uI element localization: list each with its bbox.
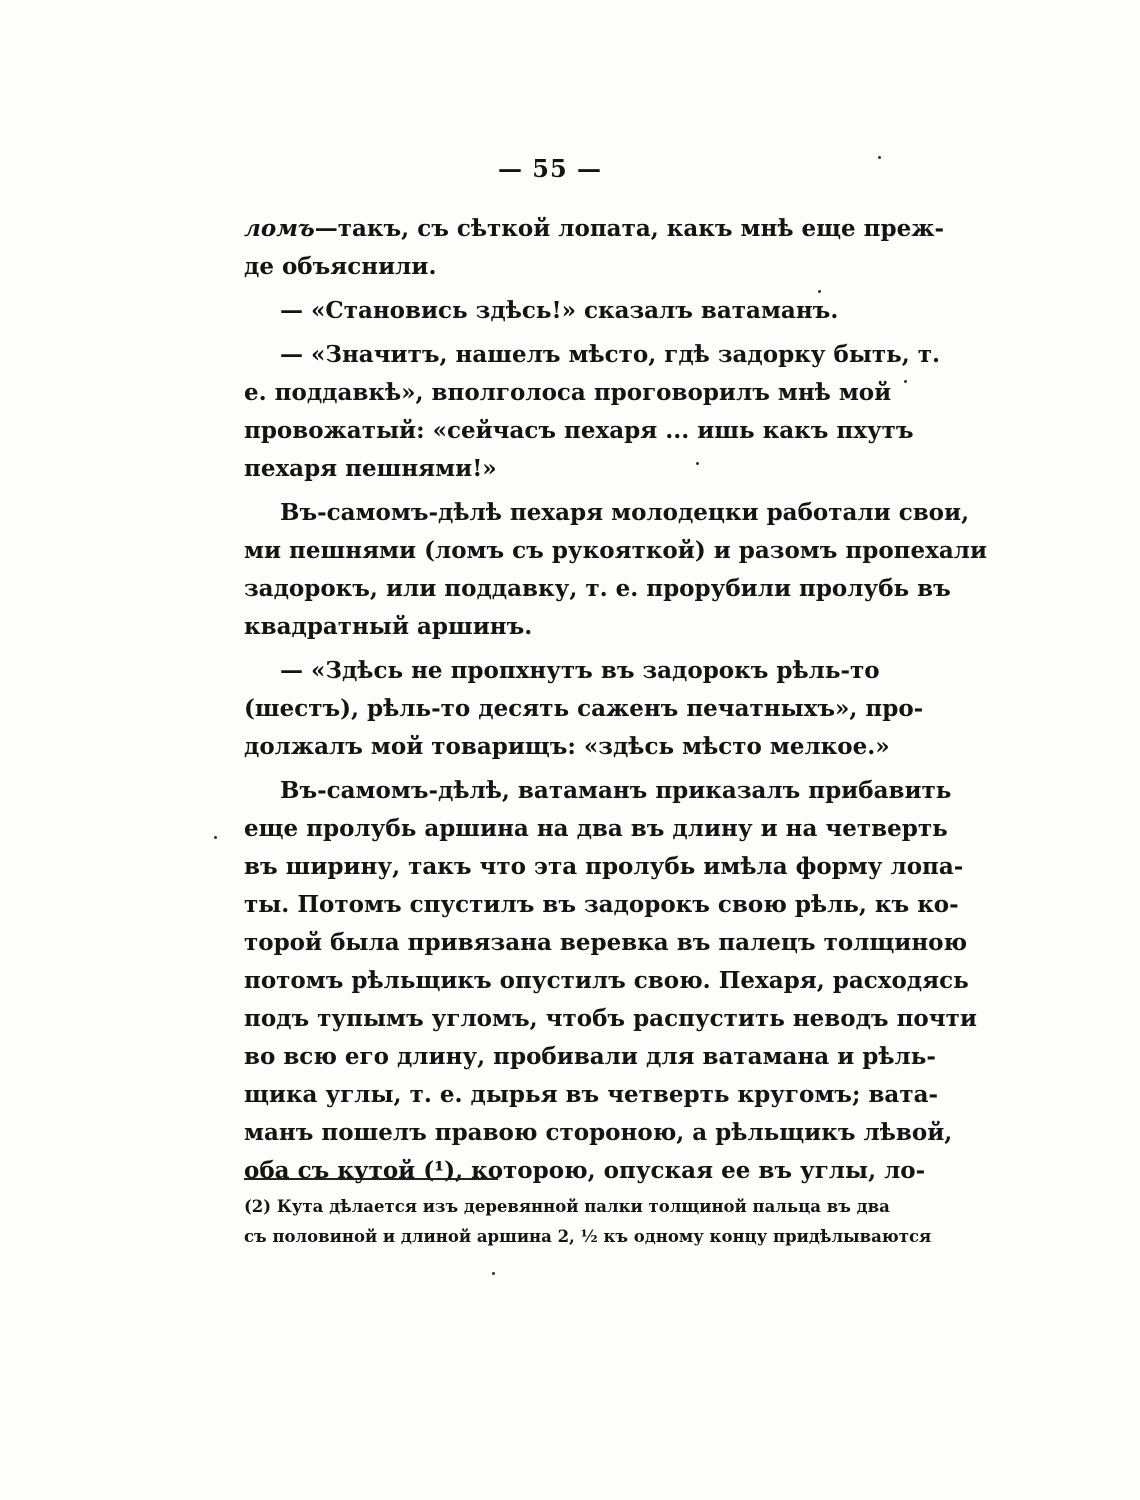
text-line: ми пешнями (ломъ съ рукояткой) и разомъ пропехали bbox=[244, 537, 988, 564]
text-line: потомъ рѣльщикъ опустилъ свою. Пехаря, расходясь bbox=[244, 967, 969, 994]
print-speck bbox=[878, 156, 881, 159]
text-line: пехаря пешнями!» bbox=[244, 455, 497, 482]
text-line: — «Становись здѣсь!» сказалъ ватаманъ. bbox=[280, 297, 839, 324]
text-line: должалъ мой товарищъ: «здѣсь мѣсто мелкое.» bbox=[244, 733, 890, 760]
text-line: Въ-самомъ-дѣлѣ пехаря молодецки работали свои, bbox=[280, 499, 970, 526]
text-line: — «Значитъ, нашелъ мѣсто, гдѣ задорку быть, т. bbox=[280, 341, 941, 368]
text-line: въ ширину, такъ что эта пролубь имѣла форму лопа- bbox=[244, 853, 964, 880]
text-line: задорокъ, или поддавку, т. е. прорубили пролубь въ bbox=[244, 575, 951, 602]
page-number: — 55 — bbox=[497, 154, 603, 183]
text-line: ты. Потомъ спустилъ въ задорокъ свою рѣль, къ ко- bbox=[244, 891, 959, 918]
body-text bbox=[244, 210, 988, 1190]
text-line: торой была привязана веревка въ палецъ толщиною bbox=[244, 929, 968, 956]
print-speck bbox=[492, 1272, 495, 1275]
print-speck bbox=[818, 290, 821, 293]
text-line-rest: —такъ, съ сѣткой лопата, какъ мнѣ еще преж- bbox=[314, 215, 944, 242]
footnote bbox=[244, 1192, 932, 1252]
text-line: (шестъ), рѣль-то десять саженъ печатныхъ», про- bbox=[244, 695, 924, 722]
text-line: щика углы, т. е. дырья въ четверть кругомъ; вата- bbox=[244, 1081, 939, 1108]
text-line: подъ тупымъ угломъ, чтобъ распустить неводъ почти bbox=[244, 1005, 977, 1032]
text-line: оба съ кутой (¹), которою, опуская ее въ углы, ло- bbox=[244, 1157, 926, 1184]
text-line: еще пролубь аршина на два въ длину и на четверть bbox=[244, 815, 948, 842]
footnote-divider bbox=[244, 1178, 498, 1180]
print-speck bbox=[214, 836, 217, 839]
text-line: — «Здѣсь не пропхнутъ въ задорокъ рѣль-то bbox=[280, 657, 880, 684]
italic-word: ломъ bbox=[244, 215, 315, 242]
text-line: во всю его длину, пробивали для ватамана и рѣль- bbox=[244, 1043, 936, 1070]
footnote-line: (2) Кута дѣлается изъ деревянной палки толщиной пальца въ два bbox=[244, 1197, 890, 1216]
footnote-line: съ половиной и длиной аршина 2, ½ къ одному концу придѣлываются bbox=[244, 1227, 932, 1246]
text-line: де объяснили. bbox=[244, 253, 437, 280]
text-line: манъ пошелъ правою стороною, а рѣльщикъ лѣвой, bbox=[244, 1119, 953, 1146]
print-speck bbox=[904, 380, 907, 383]
text-line: е. поддавкѣ», вполголоса проговорилъ мнѣ мой bbox=[244, 379, 892, 406]
text-line bbox=[244, 210, 944, 248]
text-line: Въ-самомъ-дѣлѣ, ватаманъ приказалъ прибавить bbox=[280, 777, 952, 804]
text-line: провожатый: «сейчасъ пехаря ... ишь какъ пхутъ bbox=[244, 417, 914, 444]
text-line: квадратный аршинъ. bbox=[244, 613, 533, 640]
print-speck bbox=[696, 462, 699, 465]
